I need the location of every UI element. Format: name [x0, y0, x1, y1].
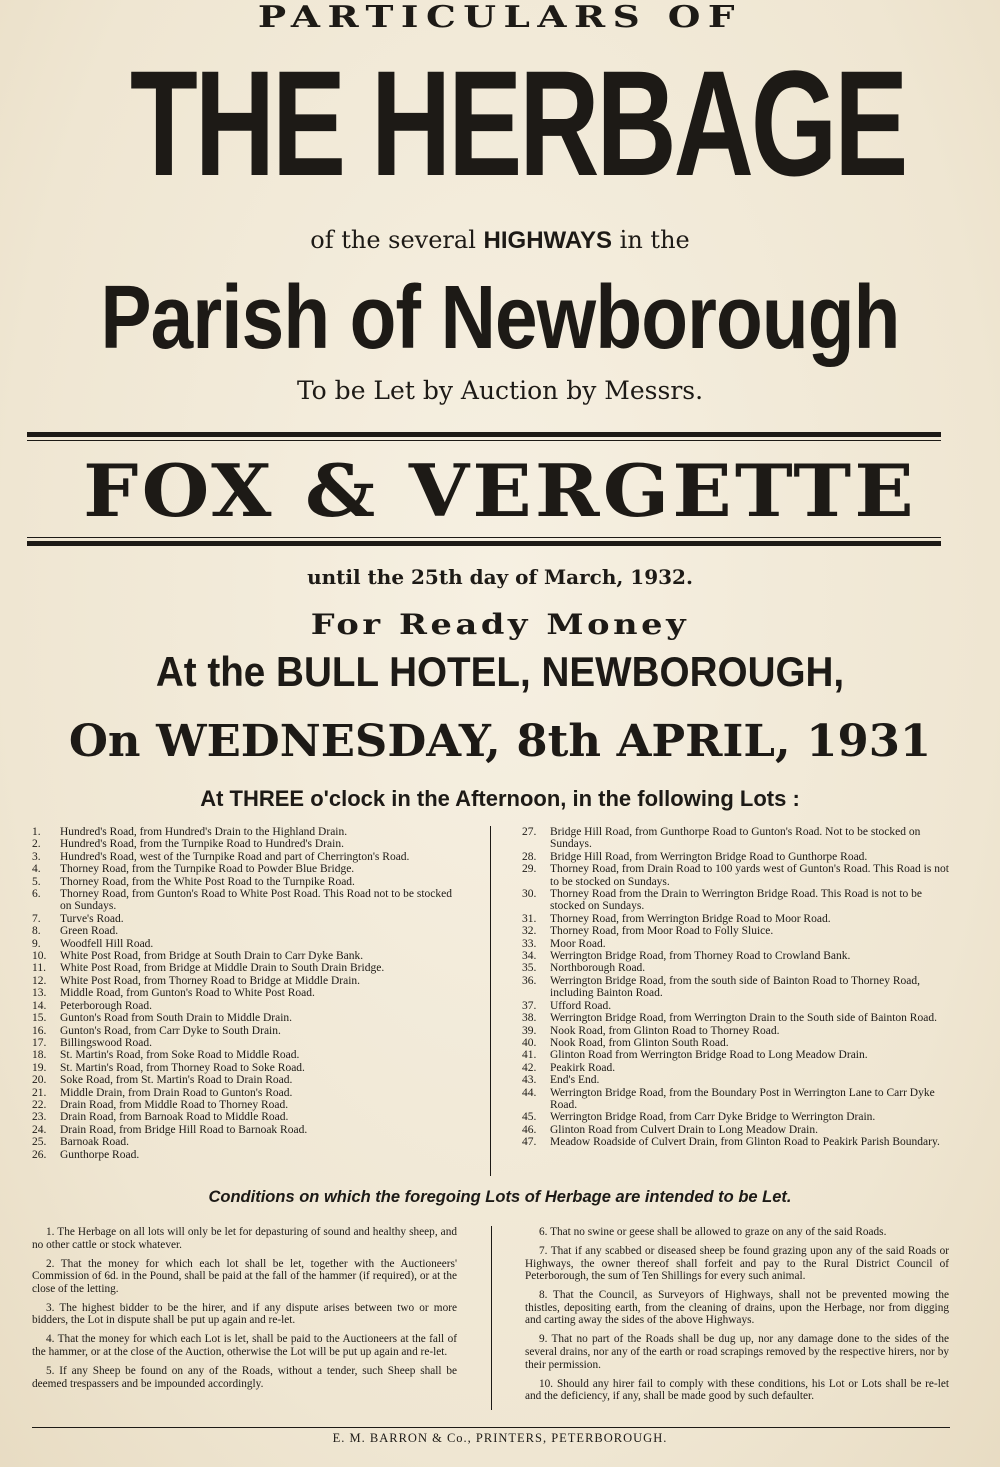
lot-description: Middle Road, from Gunton's Road to White Post Road. [60, 987, 315, 1000]
until-date: until the 25th day of March, 1932. [307, 565, 693, 589]
lot-item [522, 975, 952, 1000]
lot-item [32, 913, 462, 925]
lot-number: 26. [32, 1148, 47, 1161]
lot-number: 29. [522, 863, 537, 876]
condition-item: 10. Should any hirer fail to comply with these conditions, his Lot or Lots shall be re-let and the deficiency, if any, shall be made good by such defaulter. [525, 1377, 949, 1403]
lot-number: 38. [522, 1012, 537, 1025]
condition-item: 7. That if any scabbed or diseased sheep be found grazing upon any of the said Roads or Highways, the owner thereof shall forfeit and pay to the Rural District Council of Peterborough, the sum of Ten Shillings for every such animal. [525, 1244, 949, 1283]
lot-item [522, 938, 952, 950]
lot-number: 1. [32, 826, 41, 838]
lot-number: 33. [522, 937, 537, 950]
lot-item [32, 863, 462, 875]
condition-item: 9. That no part of the Roads shall be dug up, nor any damage done to the sides of the several drains, nor any of the earth or road scrapings removed by the respective hirers, nor by their permission. [525, 1333, 949, 1371]
lot-number: 34. [522, 950, 537, 963]
lots-divider [490, 826, 491, 1176]
lot-item [522, 962, 952, 974]
lot-number: 17. [32, 1036, 47, 1049]
lot-number: 43. [522, 1074, 537, 1087]
lot-item [522, 863, 952, 888]
venue-line: At the BULL HOTEL, NEWBOROUGH, [155, 648, 845, 695]
lot-number: 10. [32, 950, 47, 963]
lot-number: 25. [32, 1136, 47, 1149]
lot-description: Werrington Bridge Road, from the Boundary Post in Werrington Lane to Carr Dyke Road. [550, 1086, 935, 1111]
lot-description: Drain Road, from Bridge Hill Road to Barnoak Road. [60, 1123, 308, 1136]
lot-description: Peterborough Road. [60, 999, 152, 1012]
lot-item [522, 1074, 952, 1086]
lot-item [32, 1087, 462, 1099]
lot-number: 15. [32, 1012, 47, 1025]
condition-item: 1. The Herbage on all lots will only be let for depasturing of sound and healthy sheep, and no other cattle or stock whatever. [32, 1226, 457, 1251]
lot-description: Green Road. [60, 925, 119, 938]
lot-description: Thorney Road, from the White Post Road to the Turnpike Road. [60, 875, 355, 888]
lot-item [522, 950, 952, 962]
lot-number: 2. [32, 838, 41, 851]
top-thick-rule [27, 432, 941, 437]
lot-item [32, 962, 462, 974]
lot-number: 23. [32, 1111, 47, 1124]
lot-description: Thorney Road, from Drain Road to 100 yards west of Gunton's Road. This Road is not to be stocked on Sundays. [550, 863, 949, 888]
lot-item [522, 925, 952, 937]
lots-list-right [522, 826, 952, 1149]
lot-number: 44. [522, 1086, 537, 1099]
lot-description: Gunton's Road, from Carr Dyke to South Drain. [60, 1024, 281, 1037]
condition-item: 6. That no swine or geese shall be allowed to graze on any of the said Roads. [539, 1226, 887, 1238]
lot-description: Meadow Roadside of Culvert Drain, from Glinton Road to Peakirk Parish Boundary. [550, 1136, 940, 1149]
lot-description: Thorney Road from the Drain to Werrington Bridge Road. This Road is not to be stocked on Sundays. [550, 888, 923, 913]
lot-number: 24. [32, 1123, 47, 1136]
lot-item [32, 1049, 462, 1061]
lot-number: 11. [32, 962, 46, 975]
condition-item: 4. That the money for which each Lot is let, shall be paid to the Auctioneers at the fall of the hammer, or at the close of the Auction, otherwise the Lot will be put up again and re-let. [32, 1333, 457, 1358]
lot-number: 6. [32, 888, 41, 901]
lot-number: 7. [32, 912, 41, 925]
lot-number: 3. [32, 850, 41, 863]
printer-footer: E. M. BARRON & Co., PRINTERS, PETERBOROUGH. [332, 1431, 668, 1445]
highways-line [0, 226, 1000, 255]
lot-item [32, 938, 462, 950]
lot-number: 19. [32, 1061, 47, 1074]
lot-item [522, 913, 952, 925]
lot-item [522, 1136, 952, 1148]
condition-item: 5. If any Sheep be found on any of the Roads, without a tender, such Sheep shall be deemed trespassers and be impounded accordingly. [32, 1364, 457, 1390]
ready-money-heading: For Ready Money [310, 608, 690, 641]
lot-description: White Post Road, from Bridge at South Drain to Carr Dyke Bank. [60, 950, 364, 963]
lot-number: 4. [32, 863, 41, 876]
lot-description: White Post Road, from Bridge at Middle Drain to South Drain Bridge. [60, 962, 385, 975]
lot-description: Glinton Road from Culvert Drain to Long Meadow Drain. [550, 1123, 818, 1136]
lot-description: Werrington Bridge Road, from the south side of Bainton Road to Thorney Road, including Bainton Road. [550, 974, 920, 1000]
lot-description: Hundred's Road, from the Turnpike Road to Hundred's Drain. [60, 838, 344, 851]
lot-item [522, 1124, 952, 1136]
lot-item [32, 1062, 462, 1074]
lot-description: St. Martin's Road, from Soke Road to Middle Road. [60, 1049, 300, 1062]
condition-item: 2. That the money for which each lot shall be let, together with the Auctioneers' Commission of 6d. in the Pound, shall be paid at the fall of the hammer (if required), or at the close of the letting. [32, 1257, 457, 1295]
lot-description: Billingswood Road. [60, 1036, 153, 1049]
footer-rule [32, 1427, 950, 1428]
lot-item [32, 987, 462, 999]
lot-item [32, 888, 462, 913]
lot-description: Drain Road, from Middle Road to Thorney Road. [60, 1098, 289, 1111]
auction-time: At THREE o'clock in the Afternoon, in the following Lots : [200, 786, 800, 811]
lot-number: 9. [32, 937, 41, 950]
lot-description: Hundred's Road, west of the Turnpike Road and part of Cherrington's Road. [60, 850, 410, 863]
lot-number: 21. [32, 1086, 47, 1099]
lot-description: Werrington Bridge Road, from Werrington Drain to the South side of Bainton Road. [550, 1012, 937, 1025]
parish-title: Parish of Newborough [100, 268, 900, 368]
lot-item [32, 851, 462, 863]
particulars-heading: PARTICULARS OF [257, 0, 743, 35]
conditions-left [32, 1226, 457, 1396]
lot-item [32, 1149, 462, 1161]
lot-item [522, 1062, 952, 1074]
highways-text: HIGHWAYS [483, 227, 613, 254]
lot-number: 12. [32, 974, 47, 987]
lot-number: 16. [32, 1024, 47, 1037]
lot-description: Turve's Road. [60, 912, 124, 925]
lot-description: Ufford Road. [550, 999, 612, 1012]
lot-description: Moor Road. [550, 937, 606, 950]
lot-number: 35. [522, 962, 537, 975]
lot-number: 37. [522, 999, 537, 1012]
lot-description: Thorney Road, from Gunton's Road to White Post Road. This Road not to be stocked on Sundays. [60, 888, 452, 913]
lot-item [32, 838, 462, 850]
lot-item [522, 1111, 952, 1123]
lot-number: 31. [522, 912, 537, 925]
lot-description: Drain Road, from Barnoak Road to Middle Road. [60, 1111, 289, 1124]
condition-item: 3. The highest bidder to be the hirer, and if any dispute arises between two or more bidders, the Lot in dispute shall be put up again and re-let. [32, 1301, 457, 1327]
condition-item: 8. That the Council, as Surveyors of Highways, shall not be prevented mowing the thistles, depositing earth, from the cleaning of drains, upon the Herbage, nor from digging and carting away the sides of the above Highways. [525, 1289, 949, 1327]
lot-description: Bridge Hill Road, from Werrington Bridge Road to Gunthorpe Road. [550, 850, 868, 863]
conditions-right [525, 1226, 949, 1409]
lot-item [32, 925, 462, 937]
lot-description: Soke Road, from St. Martin's Road to Drain Road. [60, 1074, 293, 1087]
auction-date: On WEDNESDAY, 8th APRIL, 1931 [68, 716, 932, 767]
lot-description: Gunton's Road from South Drain to Middle Drain. [60, 1012, 293, 1025]
lot-number: 5. [32, 875, 41, 888]
lot-description: Hundred's Road, from Hundred's Drain to the Highland Drain. [60, 826, 348, 838]
lot-item [522, 1049, 952, 1061]
lot-item [522, 1000, 952, 1012]
lot-item [32, 975, 462, 987]
lot-item [522, 1087, 952, 1112]
lot-item [32, 826, 462, 838]
lot-item [32, 1037, 462, 1049]
lot-item [32, 950, 462, 962]
top-thin-rule [27, 440, 941, 441]
lot-description: Gunthorpe Road. [60, 1148, 140, 1161]
lot-item [522, 1012, 952, 1024]
lot-number: 45. [522, 1111, 537, 1124]
conditions-divider [491, 1226, 492, 1410]
lot-description: Bridge Hill Road, from Gunthorpe Road to Gunton's Road. Not to be stocked on Sundays. [550, 826, 921, 851]
lot-number: 22. [32, 1098, 47, 1111]
lot-description: Nook Road, from Glinton Road to Thorney Road. [550, 1024, 780, 1037]
lot-description: Woodfell Hill Road. [60, 937, 154, 950]
lot-item [522, 851, 952, 863]
lot-item [32, 1074, 462, 1086]
lot-number: 42. [522, 1061, 537, 1074]
lot-description: Nook Road, from Glinton South Road. [550, 1036, 729, 1049]
lot-number: 32. [522, 925, 537, 938]
lot-description: Werrington Bridge Road, from Thorney Road to Crowland Bank. [550, 950, 851, 963]
lot-item [32, 876, 462, 888]
lot-number: 40. [522, 1036, 537, 1049]
lot-number: 13. [32, 987, 47, 1000]
lot-description: Barnoak Road. [60, 1136, 129, 1149]
lot-item [32, 1000, 462, 1012]
lot-description: Middle Drain, from Drain Road to Gunton's Road. [60, 1086, 293, 1099]
lot-item [32, 1012, 462, 1024]
lot-number: 18. [32, 1049, 47, 1062]
lot-number: 8. [32, 925, 41, 938]
lot-number: 36. [522, 974, 537, 987]
herbage-title: THE HERBAGE [130, 39, 906, 207]
lot-item [522, 826, 952, 851]
to-be-let-line: To be Let by Auction by Messrs. [296, 376, 704, 405]
lot-description: Northborough Road. [550, 962, 646, 975]
lot-description: Glinton Road from Werrington Bridge Road to Long Meadow Drain. [550, 1049, 868, 1062]
lot-item [522, 1025, 952, 1037]
lot-number: 14. [32, 999, 47, 1012]
lot-description: White Post Road, from Thorney Road to Bridge at Middle Drain. [60, 974, 361, 987]
lot-number: 20. [32, 1074, 47, 1087]
lot-item [522, 1037, 952, 1049]
of-the-several-text: of the several [310, 226, 476, 254]
lot-number: 30. [522, 888, 537, 901]
lot-number: 47. [522, 1136, 537, 1149]
lot-description: Thorney Road, from Moor Road to Folly Sluice. [550, 925, 774, 938]
lot-item [32, 1136, 462, 1148]
lot-description: End's End. [550, 1074, 600, 1087]
auctioneers-name: FOX & VERGETTE [83, 448, 917, 533]
bottom-thick-rule [27, 541, 941, 546]
lot-description: Thorney Road, from Werrington Bridge Road to Moor Road. [550, 912, 831, 925]
lot-description: Thorney Road, from the Turnpike Road to Powder Blue Bridge. [60, 863, 355, 876]
lot-description: Peakirk Road. [550, 1061, 616, 1074]
lot-item [32, 1025, 462, 1037]
conditions-heading: Conditions on which the foregoing Lots of Herbage are intended to be Let. [208, 1188, 792, 1206]
lot-item [32, 1111, 462, 1123]
lot-number: 41. [522, 1049, 537, 1062]
lot-description: Werrington Bridge Road, from Carr Dyke Bridge to Werrington Drain. [550, 1111, 876, 1124]
lots-list-left [32, 826, 462, 1161]
lot-description: St. Martin's Road, from Thorney Road to Soke Road. [60, 1061, 305, 1074]
lot-number: 46. [522, 1123, 537, 1136]
lot-item [32, 1099, 462, 1111]
lot-number: 39. [522, 1024, 537, 1037]
lot-number: 27. [522, 826, 537, 838]
lot-item [522, 888, 952, 913]
lot-item [32, 1124, 462, 1136]
in-the-text: in the [619, 226, 690, 254]
lot-number: 28. [522, 850, 537, 863]
bottom-thin-rule [27, 537, 941, 538]
